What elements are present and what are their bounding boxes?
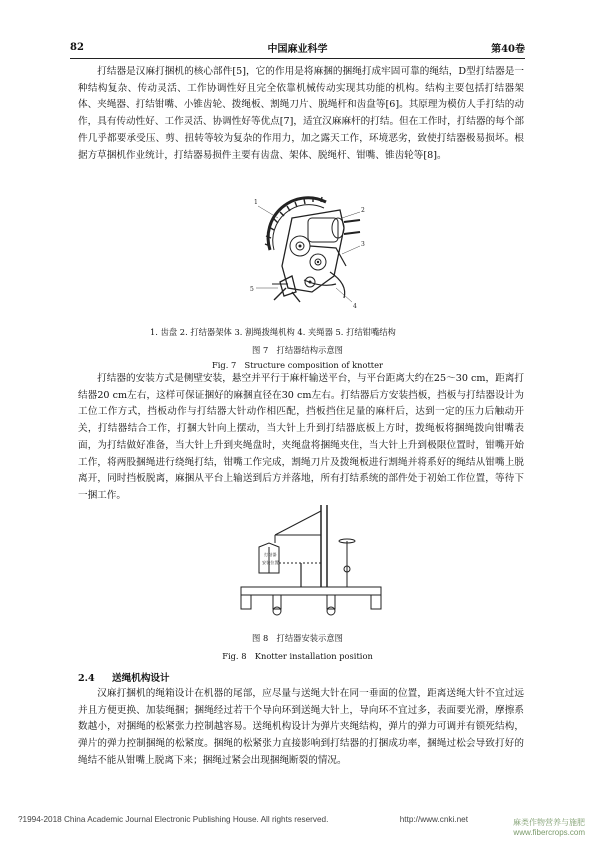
paragraph-1-text: 打结器是汉麻打捆机的核心部件[5]，它的作用是将麻捆的捆绳打成牢固可靠的绳结，D型打结器是一种结构复杂、传动灵活、工作协调性好且完全依靠机械传动实现其功能的机构。结构主要包括打结器架体、夹绳器、打结钳嘴、小锥齿轮、拨绳板、割绳刀片、脱绳杆和齿盘等[6]。其原理为模仿人手打结的动作，具有传动性好、工作灵活、协调性好等优点[7]，适宜汉麻麻杆的打结。但在工作时，打结器的每个部件几乎都要承受压、剪、扭转等较为复杂的作用力，加之露天工作，环境恶劣，致使打结器极易损坏。根据方草捆机作业统计，打结器易损件主要有齿盘、架体、脱绳杆、钳嘴、锥齿轮等[8]。 [78,66,524,161]
fig8-box-label-1: 打结器 [264,552,277,557]
copyright-notice: ?1994-2018 China Academic Journal Electronic Publishing House. All rights reserved. [18,815,329,824]
watermark-line-2: www.fibercrops.com [513,828,585,837]
watermark [445,818,585,838]
journal-title: 中国麻业科学 [267,44,328,55]
part-number-3: 3 [361,241,365,248]
figure-8-drawing [237,501,387,621]
figure-7-caption-en: Fig. 7 Structure composition of knotter [211,360,384,370]
section-heading [78,670,170,684]
figure-7-legend: 1. 齿盘 2. 打结器架体 3. 割绳拨绳机构 4. 夹绳器 5. 打结钳嘴结构 [150,327,396,337]
part-number-5: 5 [250,286,254,293]
section-title: 送绳机构设计 [112,673,170,684]
paragraph-installation [78,371,524,505]
figure-7-caption-cn: 图 7 打结器结构示意图 [252,345,343,355]
paragraph-2-text: 打结器的安装方式是侧壁安装，悬空并平行于麻杆输送平台，与平台距离大约在25～30 cm，距离打结器20 cm左右，这样可保证捆好的麻捆直径在30 cm左右。打结器后方安装挡板，挡板与打结器设计为工位工作方式，挡板动作与打结器大针动作相匹配，挡板挡住足量的麻杆后，达到一定的压力后触动开关，打结器结合工作，打捆大针向上摆动，当大针上升到打结器底板上方时，拨绳板将捆绳拨向钳嘴表面，为打结做好准备，当大针上升到夹绳盘时，夹绳盘将捆绳夹住，当大针上升到极限位置时，钳嘴开始工作，将两股捆绳进行绕绳打结，钳嘴工作完成，割绳刀片及拨绳板进行割绳并将系好的绳结从钳嘴上脱离开，同时挡板脱离，麻捆从平台上输送到后方并落地，所有打结系统的部件处于初始工作位置，等待下一捆工作。 [78,373,524,501]
paragraph-3-text: 汉麻打捆机的绳箱设计在机器的尾部，应尽量与送绳大针在同一垂面的位置，距离送绳大针不宜过远并且方便更换、加装绳捆；捆绳经过若干个导向环到送绳大针上，导向环不宜过多，表面要光滑，摩擦系数越小，对捆绳的松紧张力控制越容易。送绳机构设计为弹片夹绳结构，弹片的弹力可调并有锁死结构，弹片的弹力控制捆绳的松紧度。捆绳的松紧张力直接影响到打结器的打捆成功率，捆绳过松会导致打好的绳结不能从钳嘴上脱离下来；捆绳过紧会出现捆绳断裂的情况。 [78,688,524,766]
paragraph-knotter-intro [78,64,524,164]
section-number: 2.4 [78,673,95,684]
fig8-box-label-2: 安装位置 [262,560,279,565]
part-number-2: 2 [361,207,365,214]
footer-site-link[interactable]: http://www.cnki.net [399,815,468,824]
volume-label: 第40卷 [491,44,525,55]
header-rule [70,58,525,59]
part-number-1: 1 [254,199,258,206]
page-number: 82 [70,42,84,53]
part-number-4: 4 [353,303,357,310]
watermark-line-1: 麻类作物营养与施肥 [513,818,585,827]
figure-8-caption-en: Fig. 8 Knotter installation position [222,651,373,661]
paragraph-rope-feed [78,686,524,770]
figure-8-caption-cn: 图 8 打结器安装示意图 [252,633,343,643]
figure-7-drawing [248,188,368,310]
page-header [70,40,525,58]
